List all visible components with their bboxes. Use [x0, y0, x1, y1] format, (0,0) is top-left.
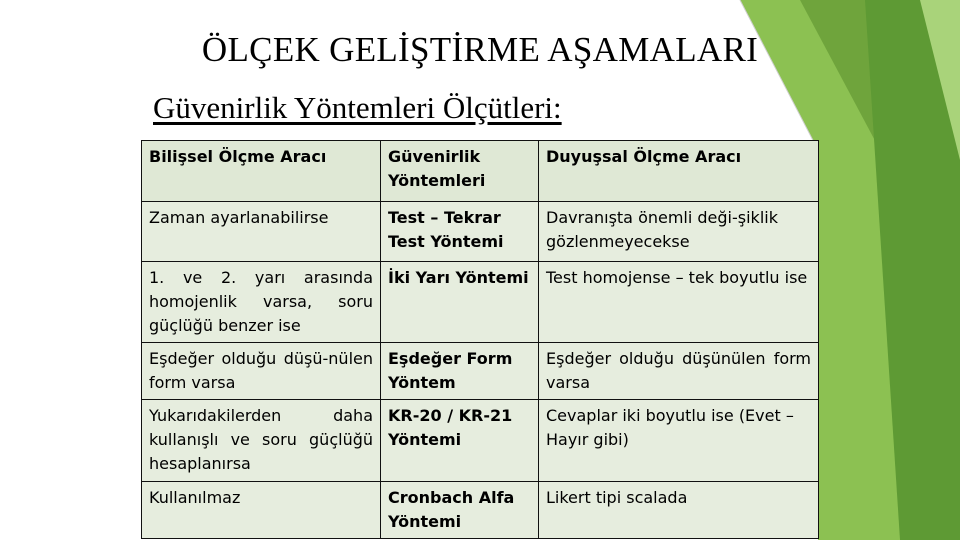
table-row — [142, 343, 819, 400]
cell-cognitive: Eşdeğer olduğu düşü-nülen form varsa — [142, 343, 381, 400]
cell-affective: Test homojense – tek boyutlu ise — [539, 262, 819, 343]
cell-method: İki Yarı Yöntemi — [381, 262, 539, 343]
cell-cognitive: 1. ve 2. yarı arasında homojenlik varsa, soru güçlüğü benzer ise — [142, 262, 381, 343]
cell-method: Eşdeğer Form Yöntem — [381, 343, 539, 400]
cell-cognitive: Yukarıdakilerden daha kullanışlı ve soru güçlüğü hesaplanırsa — [142, 400, 381, 482]
cell-affective: Eşdeğer olduğu düşünülen form varsa — [539, 343, 819, 400]
header-reliability-methods: Güvenirlik Yöntemleri — [381, 141, 539, 202]
cell-cognitive: Zaman ayarlanabilirse — [142, 202, 381, 262]
cell-method: KR-20 / KR-21 Yöntemi — [381, 400, 539, 482]
cell-method: Cronbach Alfa Yöntemi — [381, 482, 539, 539]
cell-cognitive: Kullanılmaz — [142, 482, 381, 539]
table-row — [142, 262, 819, 343]
cell-affective: Cevaplar iki boyutlu ise (Evet – Hayır gibi) — [539, 400, 819, 482]
table-header-row — [142, 141, 819, 202]
slide-title: ÖLÇEK GELİŞTİRME AŞAMALARI — [201, 30, 759, 69]
slide-subtitle: Güvenirlik Yöntemleri Ölçütleri: — [153, 90, 562, 125]
reliability-methods-table — [141, 140, 819, 539]
header-affective-tool: Duyuşsal Ölçme Aracı — [539, 141, 819, 202]
cell-affective: Davranışta önemli deği-şiklik gözlenmeyecekse — [539, 202, 819, 262]
table-row — [142, 202, 819, 262]
table-row — [142, 482, 819, 539]
cell-method: Test – Tekrar Test Yöntemi — [381, 202, 539, 262]
cell-affective: Likert tipi scalada — [539, 482, 819, 539]
header-cognitive-tool: Bilişsel Ölçme Aracı — [142, 141, 381, 202]
table-row — [142, 400, 819, 482]
